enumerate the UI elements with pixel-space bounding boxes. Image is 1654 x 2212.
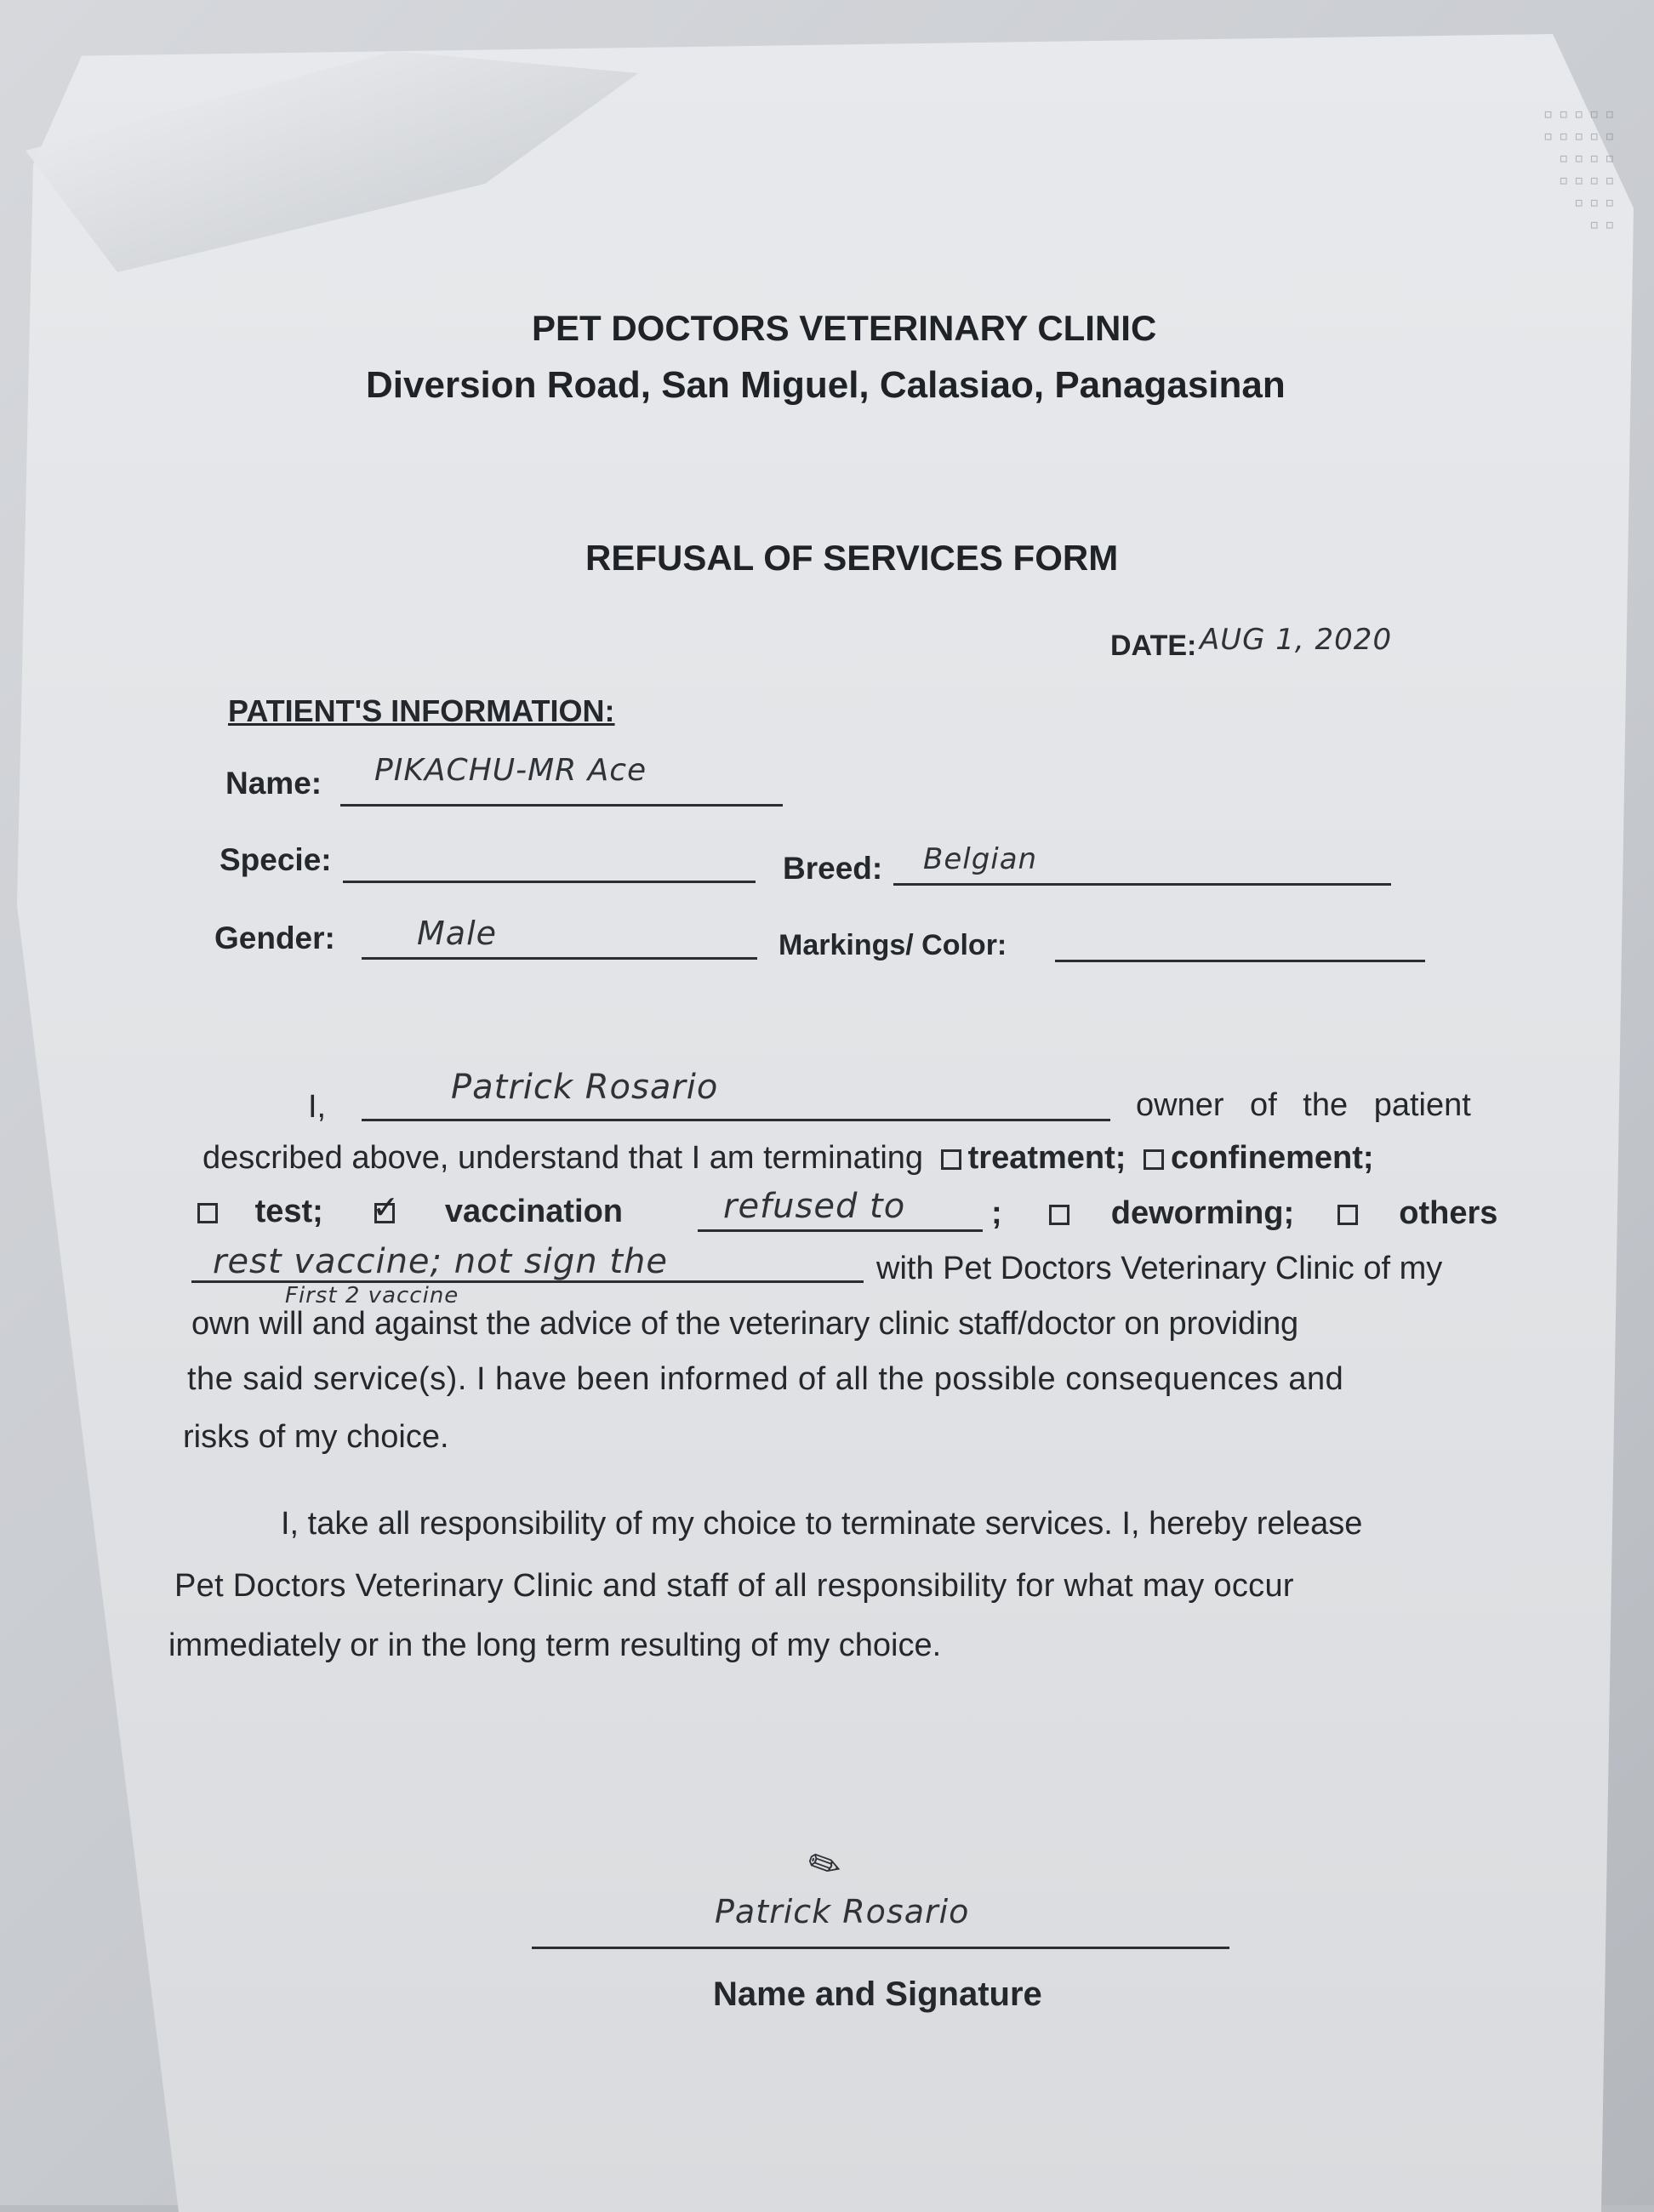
others-checkbox[interactable] bbox=[1337, 1205, 1358, 1225]
confinement-label: confinement; bbox=[1171, 1140, 1374, 1176]
clinic-name: PET DOCTORS VETERINARY CLINIC bbox=[532, 308, 1157, 348]
specie-label: Specie: bbox=[220, 842, 332, 877]
statement-line1-end: owner of the patient bbox=[1136, 1087, 1471, 1123]
test-label: test; bbox=[254, 1194, 323, 1229]
name-label: Name: bbox=[225, 766, 322, 801]
statement-line5: own will and against the advice of the veterinary clinic staff/doctor on providing bbox=[191, 1306, 1298, 1342]
confinement-checkbox[interactable] bbox=[1144, 1149, 1164, 1170]
name-value: PIKACHU-MR Ace bbox=[374, 753, 647, 788]
deworming-group bbox=[991, 1195, 1497, 1232]
markings-label: Markings/ Color: bbox=[779, 929, 1007, 961]
form-title: REFUSAL OF SERVICES FORM bbox=[585, 538, 1119, 578]
specie-line bbox=[343, 881, 756, 883]
deworming-checkbox[interactable] bbox=[1049, 1205, 1069, 1225]
test-checkbox[interactable] bbox=[197, 1203, 218, 1223]
treatment-checkbox[interactable] bbox=[941, 1149, 961, 1170]
signature-line bbox=[532, 1947, 1229, 1949]
others-label: others bbox=[1399, 1195, 1498, 1231]
gender-line bbox=[362, 957, 757, 960]
statement-line2 bbox=[202, 1140, 1374, 1177]
statement-line4-end: with Pet Doctors Veterinary Clinic of my bbox=[876, 1251, 1443, 1286]
statement-i: I, bbox=[308, 1089, 327, 1125]
statement-line7: risks of my choice. bbox=[183, 1419, 449, 1455]
date-value: AUG 1, 2020 bbox=[1200, 623, 1393, 657]
release-line3: immediately or in the long term resulting of my choice. bbox=[168, 1628, 942, 1663]
date-label: DATE: bbox=[1110, 630, 1197, 662]
clinic-address: Diversion Road, San Miguel, Calasiao, Panagasinan bbox=[366, 364, 1286, 406]
vaccination-label: vaccination bbox=[444, 1194, 623, 1229]
others-note-2: First 2 vaccine bbox=[285, 1283, 459, 1308]
signature-mark-icon: ✎ bbox=[800, 1838, 849, 1892]
owner-name: Patrick Rosario bbox=[451, 1068, 719, 1107]
semicolon: ; bbox=[991, 1195, 1002, 1231]
deworming-label: deworming; bbox=[1110, 1195, 1295, 1231]
gender-label: Gender: bbox=[214, 921, 335, 955]
statement-line3 bbox=[197, 1189, 623, 1230]
treatment-label: treatment; bbox=[967, 1140, 1126, 1176]
vaccination-checkbox-checked[interactable]: ✓ bbox=[372, 1189, 400, 1226]
breed-line bbox=[893, 883, 1391, 886]
owner-line bbox=[362, 1119, 1110, 1121]
vaccination-line bbox=[698, 1229, 983, 1232]
release-line1: I, take all responsibility of my choice to terminate services. I, hereby release bbox=[281, 1506, 1363, 1542]
section-title: PATIENT'S INFORMATION: bbox=[228, 693, 615, 728]
name-line bbox=[340, 804, 783, 807]
background-sheet-marks: ▫▫▫▫▫ ▫▫▫▫▫ ▫▫▫▫ ▫▫▫▫ ▫▫▫ ▫▫ bbox=[1543, 103, 1620, 234]
vaccination-note: refused to bbox=[723, 1187, 906, 1226]
release-line2: Pet Doctors Veterinary Clinic and staff of all responsibility for what may occur bbox=[174, 1568, 1294, 1604]
markings-line bbox=[1055, 960, 1425, 962]
breed-label: Breed: bbox=[783, 851, 883, 886]
breed-value: Belgian bbox=[923, 842, 1038, 876]
statement-line2-text: described above, understand that I am terminating bbox=[202, 1140, 924, 1176]
gender-value: Male bbox=[417, 915, 498, 952]
signature-value: Patrick Rosario bbox=[715, 1893, 970, 1930]
others-note: rest vaccine; not sign the bbox=[213, 1242, 669, 1281]
statement-line6: the said service(s). I have been informed of all the possible consequences and bbox=[187, 1361, 1344, 1397]
signature-label: Name and Signature bbox=[713, 1975, 1042, 2013]
